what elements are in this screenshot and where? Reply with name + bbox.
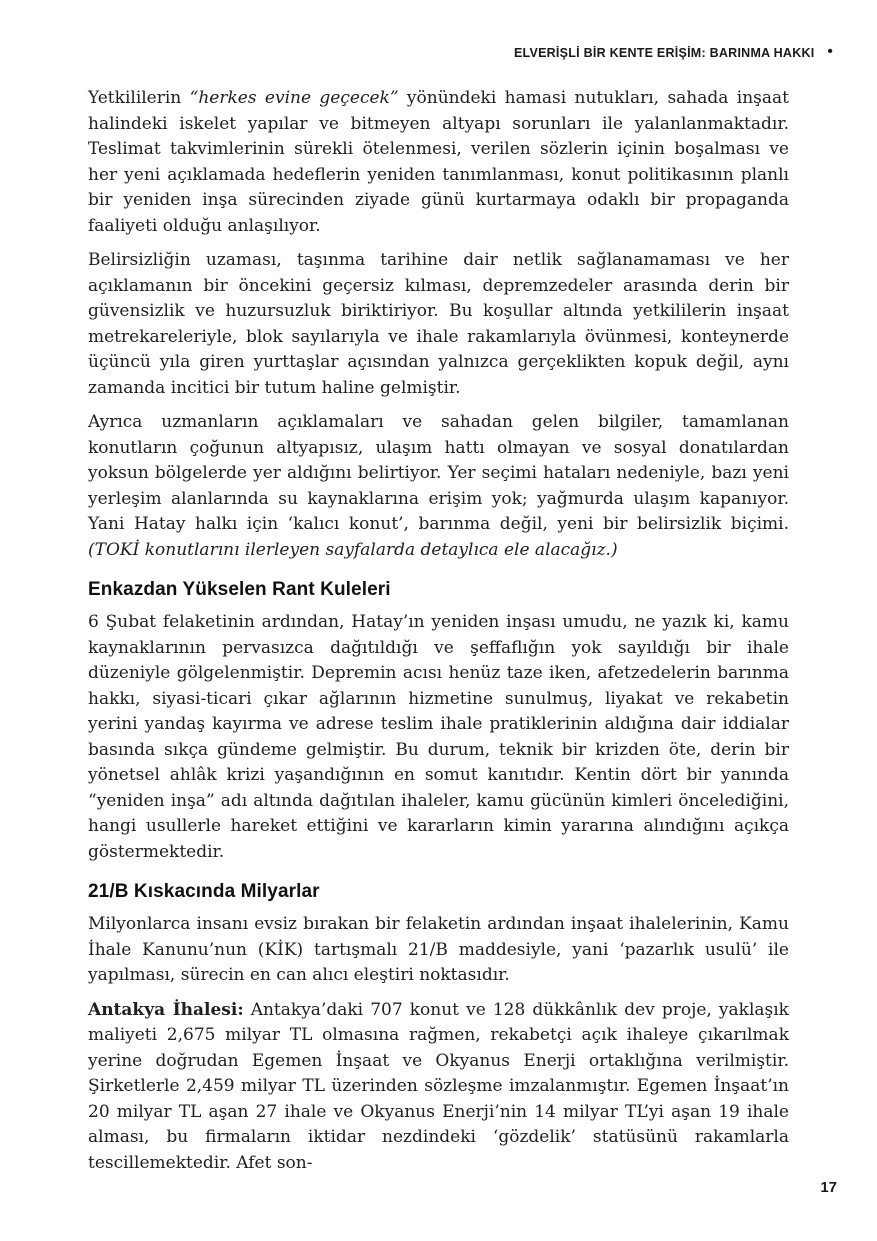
page-number: 17 (820, 1179, 837, 1196)
paragraph (88, 610, 789, 865)
section-heading: Enkazdan Yükselen Rant Kuleleri (88, 579, 391, 600)
paragraph (88, 86, 789, 239)
header-bullet-icon: • (827, 43, 833, 60)
body-text: Antakya’daki 707 konut ve 128 dükkânlık dev proje, yaklaşık maliyeti 2,675 milyar TL olmasına rağmen, rekabetçi açık ihaleye çıkarılmak yerine doğrudan Egemen İnşaat ve Okyanus Enerji ortaklığına verilmiştir. Şirketlerle 2,459 milyar TL üzerinden sözleşme imzalanmıştır. Egemen İnşaat’ın 20 milyar TL aşan 27 ihale ve Okyanus Enerji’nin 14 milyar TL’yi aşan 19 ihale alması, bu firmaların iktidar nezdindeki ‘gözdelik’ statüsünü rakamlarla tescillemektedir. Afet son- (88, 999, 789, 1173)
running-header-title: ELVERİŞLİ BİR KENTE ERİŞİM: BARINMA HAKKI (513, 45, 815, 60)
body-text: Belirsizliğin uzaması, taşınma tarihine dair netlik sağlanamaması ve her açıklamanın bir öncekini geçersiz kılması, depremzedeler arasında derin bir güvensizlik ve huzursuzluk biriktiriyor. Bu koşullar altında yetkililerin inşaat metrekareleriyle, blok sayılarıyla ve ihale rakamlarıyla övünmesi, konteynerde üçüncü yıla giren yurttaşlar açısından yalnızca gerçeklikten kopuk değil, aynı zamanda incitici bir tutum haline gelmiştir. (88, 250, 789, 398)
italic-text: “herkes evine geçecek” (189, 88, 399, 108)
body-text: Ayrıca uzmanların açıklamaları ve sahadan gelen bilgiler, tamamlanan konutların çoğunun altyapısız, ulaşım hattı olmayan ve sosyal donatılardan yoksun bölgelerde yer aldığını belirtiyor. Yer seçimi hataları nedeniyle, bazı yeni yerleşim alanlarında su kaynaklarına erişim yok; yağmurda ulaşım kapanıyor. Yani Hatay halkı için ‘kalıcı konut’, barınma değil, yeni bir belirsizlik biçimi. (88, 412, 789, 534)
body-text: yönündeki hamasi nutukları, sahada inşaat halindeki iskelet yapılar ve bitmeyen altyapı sorunları ile yalanlanmaktadır. Teslimat takvimlerinin sürekli ötelenmesi, verilen sözlerin içinin boşalması ve her yeni açıklamada hedeflerin yeniden tanımlanması, konut politikasının planlı bir yeniden inşa sürecinden ziyade günü kurtarmaya odaklı bir propaganda faaliyeti olduğu anlaşılıyor. (88, 88, 789, 236)
bold-text: Antakya İhalesi: (88, 999, 244, 1020)
body-text: Milyonlarca insanı evsiz bırakan bir felaketin ardından inşaat ihalelerinin, Kamu İhale Kanunu’nun (KİK) tartışmalı 21/B maddesiyle, yani ‘pazarlık usulü’ ile yapılması, sürecin en can alıcı eleştiri noktasıdır. (88, 914, 789, 985)
page-body (88, 86, 789, 1185)
page-header (514, 45, 833, 60)
paragraph (88, 410, 789, 563)
paragraph (88, 998, 789, 1177)
paragraph (88, 912, 789, 989)
section-heading: 21/B Kıskacında Milyarlar (88, 881, 320, 902)
italic-text: (TOKİ konutlarını ilerleyen sayfalarda detaylıca ele alacağız.) (88, 539, 618, 560)
page-footer (820, 1179, 837, 1196)
body-text: 6 Şubat felaketinin ardından, Hatay’ın yeniden inşası umudu, ne yazık ki, kamu kaynaklarının pervasızca dağıtıldığı ve şeffaflığın yok sayıldığı bir ihale düzeniyle gölgelenmiştir. Depremin acısı henüz taze iken, afetzedelerin barınma hakkı, siyasi-ticari çıkar ağlarının hizmetine sunulmuş, liyakat ve rekabetin yerini yandaş kayırma ve adrese teslim ihale pratiklerinin aldığına dair iddialar basında sıkça gündeme gelmiştir. Bu durum, teknik bir krizden öte, derin bir yönetsel ahlâk krizi yaşandığının en somut kanıtıdır. Kentin dört bir yanında “yeniden inşa” adı altında dağıtılan ihaleler, kamu gücünün kimleri öncelediğini, hangi usullerle hareket ettiğini ve kararların kimin yararına alındığını açıkça göstermektedir. (88, 612, 789, 862)
paragraph (88, 248, 789, 401)
body-text: Yetkililerin (88, 88, 190, 108)
